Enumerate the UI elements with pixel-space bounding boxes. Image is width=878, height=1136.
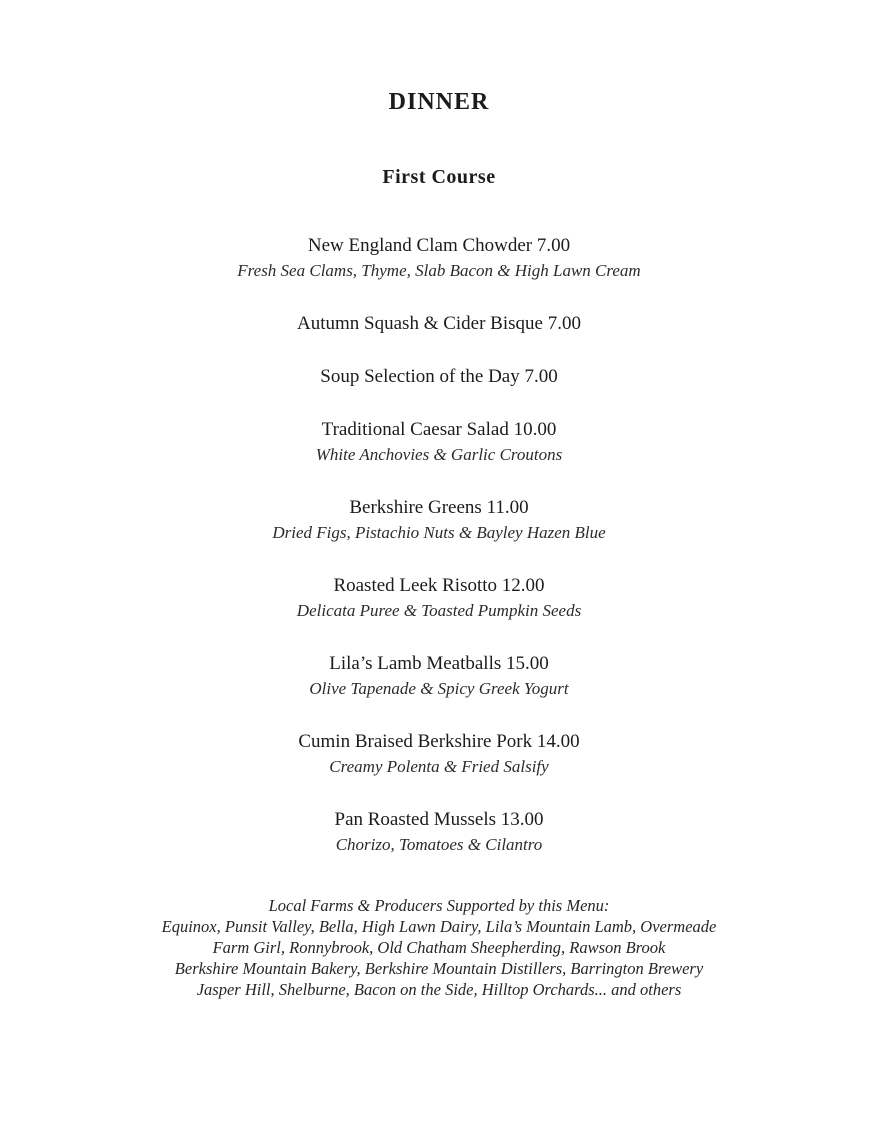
menu-item-description: Chorizo, Tomatoes & Cilantro [335, 835, 543, 854]
menu-item-title [0, 495, 878, 520]
menu-item-title [0, 311, 878, 336]
menu-item-title [0, 807, 878, 832]
menu-item-name: Roasted Leek Risotto [333, 575, 498, 596]
menu-item-description: Creamy Polenta & Fried Salsify [329, 757, 549, 776]
menu-item-title [0, 573, 878, 598]
footer-line: Jasper Hill, Shelburne, Bacon on the Side, Hilltop Orchards... and others [196, 980, 682, 999]
menu-item [0, 573, 878, 623]
menu-item-description: White Anchovies & Garlic Croutons [315, 445, 563, 464]
menu-item-name: Autumn Squash & Cider Bisque [297, 313, 543, 334]
menu-item-description: Dried Figs, Pistachio Nuts & Bayley Hazen Blue [272, 523, 606, 542]
menu-title: DINNER [388, 89, 490, 115]
footer-line: Berkshire Mountain Bakery, Berkshire Mountain Distillers, Barrington Brewery [174, 959, 704, 978]
menu-item-title [0, 729, 878, 754]
menu-item-title [0, 651, 878, 676]
course-heading: First Course [382, 166, 496, 188]
menu-item-price: 15.00 [506, 653, 549, 674]
menu-item-price: 11.00 [486, 497, 529, 518]
menu-item [0, 364, 878, 389]
menu-item [0, 729, 878, 779]
footer-line: Farm Girl, Ronnybrook, Old Chatham Sheepherding, Rawson Brook [212, 938, 666, 957]
menu-item-price: 12.00 [501, 575, 545, 596]
menu-item-price: 7.00 [536, 235, 571, 256]
menu-item-name: Berkshire Greens [349, 497, 482, 518]
menu-item [0, 311, 878, 336]
menu-item-title [0, 417, 878, 442]
menu-item-description: Fresh Sea Clams, Thyme, Slab Bacon & High Lawn Cream [237, 261, 641, 280]
menu-item-name: Pan Roasted Mussels [334, 809, 496, 830]
menu-item [0, 233, 878, 283]
footer-heading: Local Farms & Producers Supported by this Menu: [268, 896, 610, 915]
menu-item-name: Traditional Caesar Salad [321, 419, 509, 440]
menu-item [0, 651, 878, 701]
footer [0, 895, 878, 1000]
menu-item [0, 495, 878, 545]
menu-item-description: Olive Tapenade & Spicy Greek Yogurt [309, 679, 569, 698]
menu-item-name: Cumin Braised Berkshire Pork [298, 731, 533, 752]
menu-item [0, 807, 878, 857]
menu-item-name: Lila’s Lamb Meatballs [329, 653, 502, 674]
menu-item-price: 10.00 [513, 419, 557, 440]
menu-item-title [0, 364, 878, 389]
menu-item-price: 13.00 [500, 809, 544, 830]
menu-list [0, 233, 878, 857]
menu-item-price: 14.00 [536, 731, 580, 752]
menu-item [0, 417, 878, 467]
footer-line: Equinox, Punsit Valley, Bella, High Lawn Dairy, Lila’s Mountain Lamb, Overmeade [161, 917, 717, 936]
menu-item-name: New England Clam Chowder [307, 235, 533, 256]
menu-item-price: 7.00 [524, 366, 558, 387]
menu-item-price: 7.00 [547, 313, 581, 334]
menu-item-name: Soup Selection of the Day [320, 366, 520, 387]
menu-item-title [0, 233, 878, 258]
menu-item-description: Delicata Puree & Toasted Pumpkin Seeds [296, 601, 582, 620]
